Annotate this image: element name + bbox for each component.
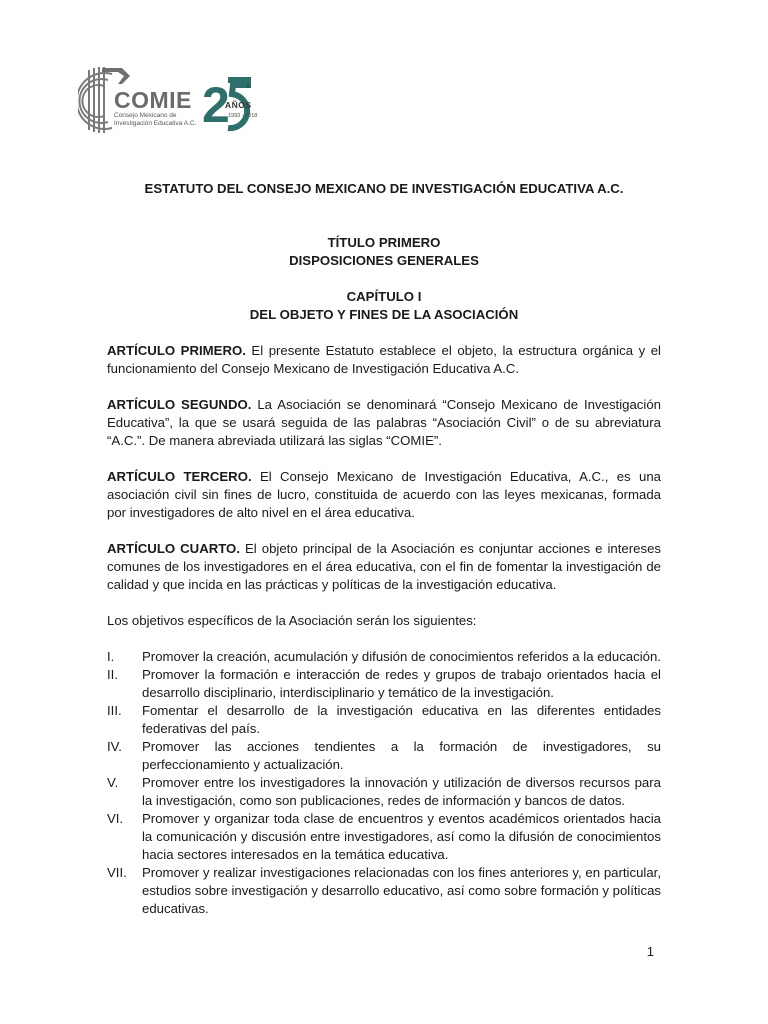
list-text: Promover las acciones tendientes a la formación de investigadores, su perfeccionamiento y actualización.: [142, 739, 661, 772]
list-number: I.: [107, 649, 115, 664]
article-label: ARTÍCULO CUARTO.: [107, 541, 240, 556]
article-cuarto: [107, 540, 661, 594]
list-number: VI.: [107, 811, 124, 826]
article-segundo: [107, 396, 661, 450]
logo-name: COMIE: [114, 87, 192, 113]
logo-subtitle: [114, 112, 214, 128]
list-item: [107, 810, 661, 864]
list-text: Promover entre los investigadores la innovación y utilización de diversos recursos para la investigación, como son publicaciones, redes de información y bancos de datos.: [142, 775, 661, 808]
logo-anos: AÑOS: [225, 100, 252, 110]
article-tercero: [107, 468, 661, 522]
list-text: Promover la creación, acumulación y difusión de conocimientos referidos a la educación.: [142, 649, 661, 664]
registered-mark: ®: [246, 84, 250, 90]
article-label: ARTÍCULO TERCERO.: [107, 469, 252, 484]
logo-years: 1993 - 2018: [228, 113, 258, 119]
comie-logo: [78, 66, 268, 134]
list-text: Promover y realizar investigaciones relacionadas con los fines anteriores y, en particular, estudios sobre investigación y desarrollo educativo, así como sobre formación y políticas educativas.: [142, 865, 661, 916]
svg-text:2: 2: [202, 77, 230, 133]
article-text: La Asociación se denominará “Consejo Mexicano de Investigación Educativa”, la que se usará seguida de las palabras “Asociación Civil” o de su abreviatura “A.C.”. De manera abreviada utilizará las siglas “COMIE”.: [107, 397, 661, 448]
article-primero: [107, 342, 661, 378]
page-number: 1: [646, 944, 654, 959]
titulo-heading: [107, 234, 661, 270]
list-number: V.: [107, 775, 119, 790]
article-label: ARTÍCULO PRIMERO.: [107, 343, 246, 358]
document-body: [107, 180, 661, 918]
logo-subtitle-line-1: Consejo Mexicano de: [114, 112, 177, 119]
list-item: [107, 774, 661, 810]
titulo-name: DISPOSICIONES GENERALES: [289, 253, 479, 268]
list-number: IV.: [107, 739, 122, 754]
list-text: Fomentar el desarrollo de la investigación educativa en las diferentes entidades federativas del país.: [142, 703, 661, 736]
list-item: [107, 702, 661, 738]
article-text: El Consejo Mexicano de Investigación Educativa, A.C., es una asociación civil sin fines de lucro, constituida de acuerdo con las leyes mexicanas, formada por investigadores de alto nivel en el área educativa.: [107, 469, 662, 520]
document-title: ESTATUTO DEL CONSEJO MEXICANO DE INVESTIGACIÓN EDUCATIVA A.C.: [144, 181, 624, 196]
logo-subtitle-line-2: Investigación Educativa A.C.: [114, 120, 197, 127]
list-item: [107, 738, 661, 774]
objectives-list: [107, 648, 661, 918]
list-number: III.: [107, 703, 122, 718]
article-text: El presente Estatuto establece el objeto, la estructura orgánica y el funcionamiento del Consejo Mexicano de Investigación Educativa A.C.: [107, 343, 661, 376]
list-item: [107, 648, 661, 666]
article-label: ARTÍCULO SEGUNDO.: [107, 397, 252, 412]
list-text: Promover y organizar toda clase de encuentros y eventos académicos orientados hacia la comunicación y discusión entre investigadores, así como la difusión de conocimientos hacia sectores interesados en la temática educativa.: [142, 811, 661, 862]
capitulo-label: CAPÍTULO I: [346, 289, 422, 304]
capitulo-heading: [107, 288, 661, 324]
capitulo-name: DEL OBJETO Y FINES DE LA ASOCIACIÓN: [249, 307, 519, 322]
article-text: El objeto principal de la Asociación es conjuntar acciones e intereses comunes de los investigadores en el área educativa, con el fin de fomentar la investigación de calidad y que incida en las prácticas y políticas de la investigación educativa.: [107, 541, 662, 592]
titulo-label: TÍTULO PRIMERO: [327, 235, 441, 250]
list-number: II.: [107, 667, 118, 682]
objectives-intro: Los objetivos específicos de la Asociación serán los siguientes:: [107, 613, 477, 628]
list-number: VII.: [107, 865, 127, 880]
list-item: [107, 864, 661, 918]
list-item: [107, 666, 661, 702]
list-text: Promover la formación e interacción de redes y grupos de trabajo orientados hacia el desarrollo disciplinario, interdisciplinario y temático de la investigación.: [142, 667, 661, 700]
